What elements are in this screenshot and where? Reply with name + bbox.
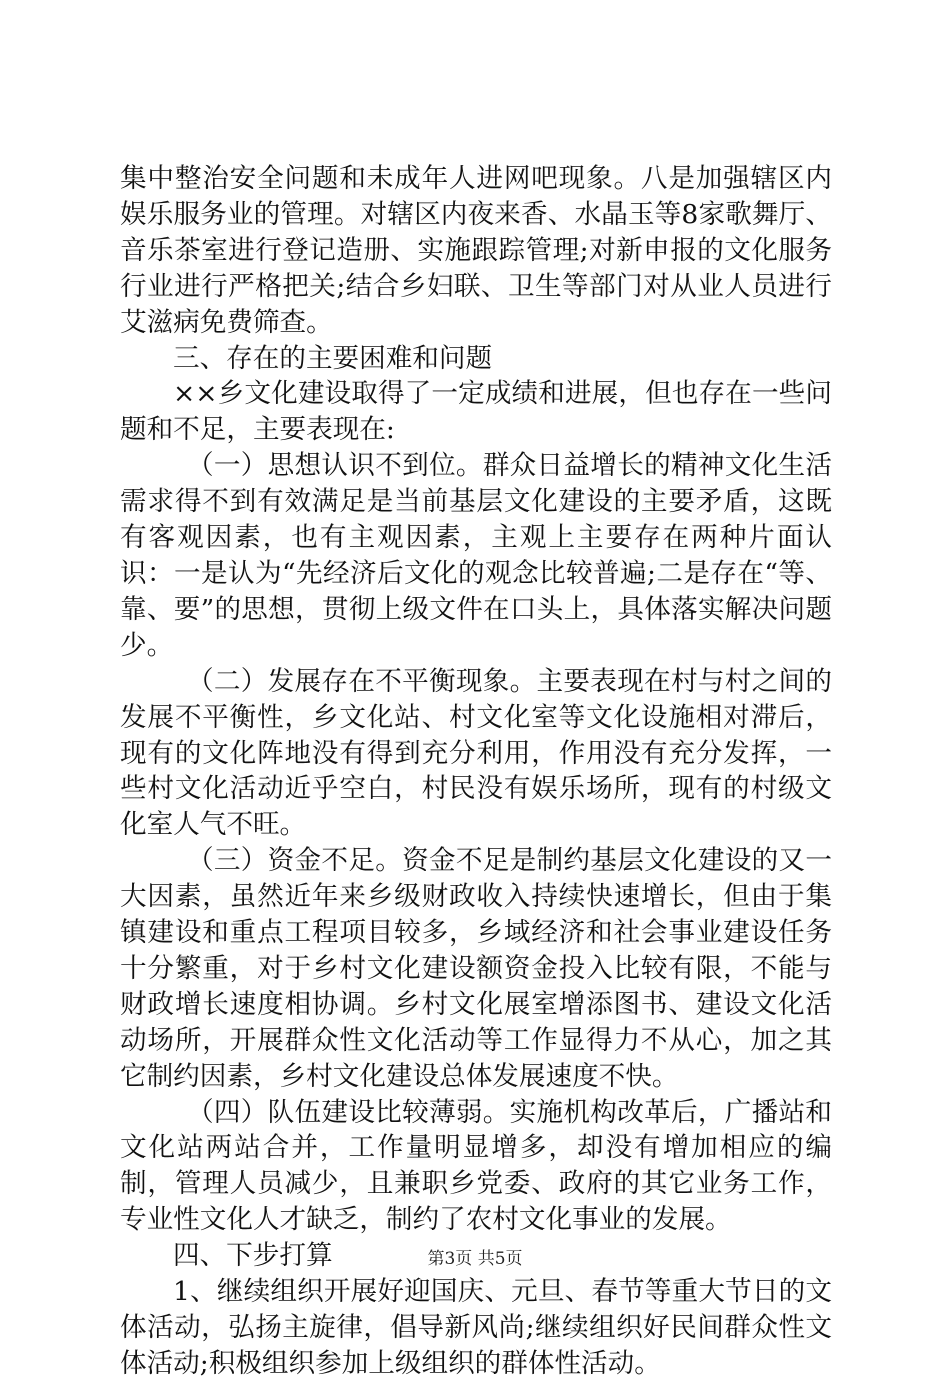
paragraph-next-step-1: 1、继续组织开展好迎国庆、元旦、春节等重大节日的文体活动，弘扬主旋律，倡导新风尚;继续组织好民间群众性文体活动;积极组织参加上级组织的群体性活动。 xyxy=(120,1276,832,1379)
paragraph-problem-1: （一）思想认识不到位。群众日益增长的精神文化生活需求得不到有效满足是当前基层文化建设的主要矛盾，这既有客观因素，也有主观因素，主观上主要存在两种片面认识：一是认为“先经济后文化的观念比较普遍;二是存在“等、靠、要”的思想，贯彻上级文件在口头上，具体落实解决问题少。 xyxy=(120,450,832,661)
paragraph-problem-4: （四）队伍建设比较薄弱。实施机构改革后，广播站和文化站两站合并，工作量明显增多，却没有增加相应的编制，管理人员减少，且兼职乡党委、政府的其它业务工作，专业性文化人才缺乏，制约了农村文化事业的发展。 xyxy=(120,1096,832,1236)
paragraph-continued: 集中整治安全问题和未成年人进网吧现象。八是加强辖区内娱乐服务业的管理。对辖区内夜来香、水晶玉等8家歌舞厅、音乐茶室进行登记造册、实施跟踪管理;对新申报的文化服务行业进行严格把关;结合乡妇联、卫生等部门对从业人员进行艾滋病免费筛查。 xyxy=(120,163,832,338)
page-number-footer: 第3页 共5页 xyxy=(427,1249,523,1269)
paragraph-problem-2: （二）发展存在不平衡现象。主要表现在村与村之间的发展不平衡性，乡文化站、村文化室等文化设施相对滞后，现有的文化阵地没有得到充分利用，作用没有充分发挥，一些村文化活动近乎空白，村民没有娱乐场所，现有的村级文化室人气不旺。 xyxy=(120,665,832,841)
section-heading-problems: 三、存在的主要困难和问题 xyxy=(173,342,493,374)
paragraph-problem-3: （三）资金不足。资金不足是制约基层文化建设的又一大因素，虽然近年来乡级财政收入持续快速增长，但由于集镇建设和重点工程项目较多，乡域经济和社会事业建设任务十分繁重，对于乡村文化建设额资金投入比较有限，不能与财政增长速度相协调。乡村文化展室增添图书、建设文化活动场所，开展群众性文化活动等工作显得力不从心，加之其它制约因素，乡村文化建设总体发展速度不快。 xyxy=(120,845,832,1092)
paragraph-problems-intro: ××乡文化建设取得了一定成绩和进展，但也存在一些问题和不足，主要表现在: xyxy=(120,378,832,446)
document-body xyxy=(120,161,832,1382)
section-heading-next-steps: 四、下步打算 xyxy=(173,1240,333,1272)
